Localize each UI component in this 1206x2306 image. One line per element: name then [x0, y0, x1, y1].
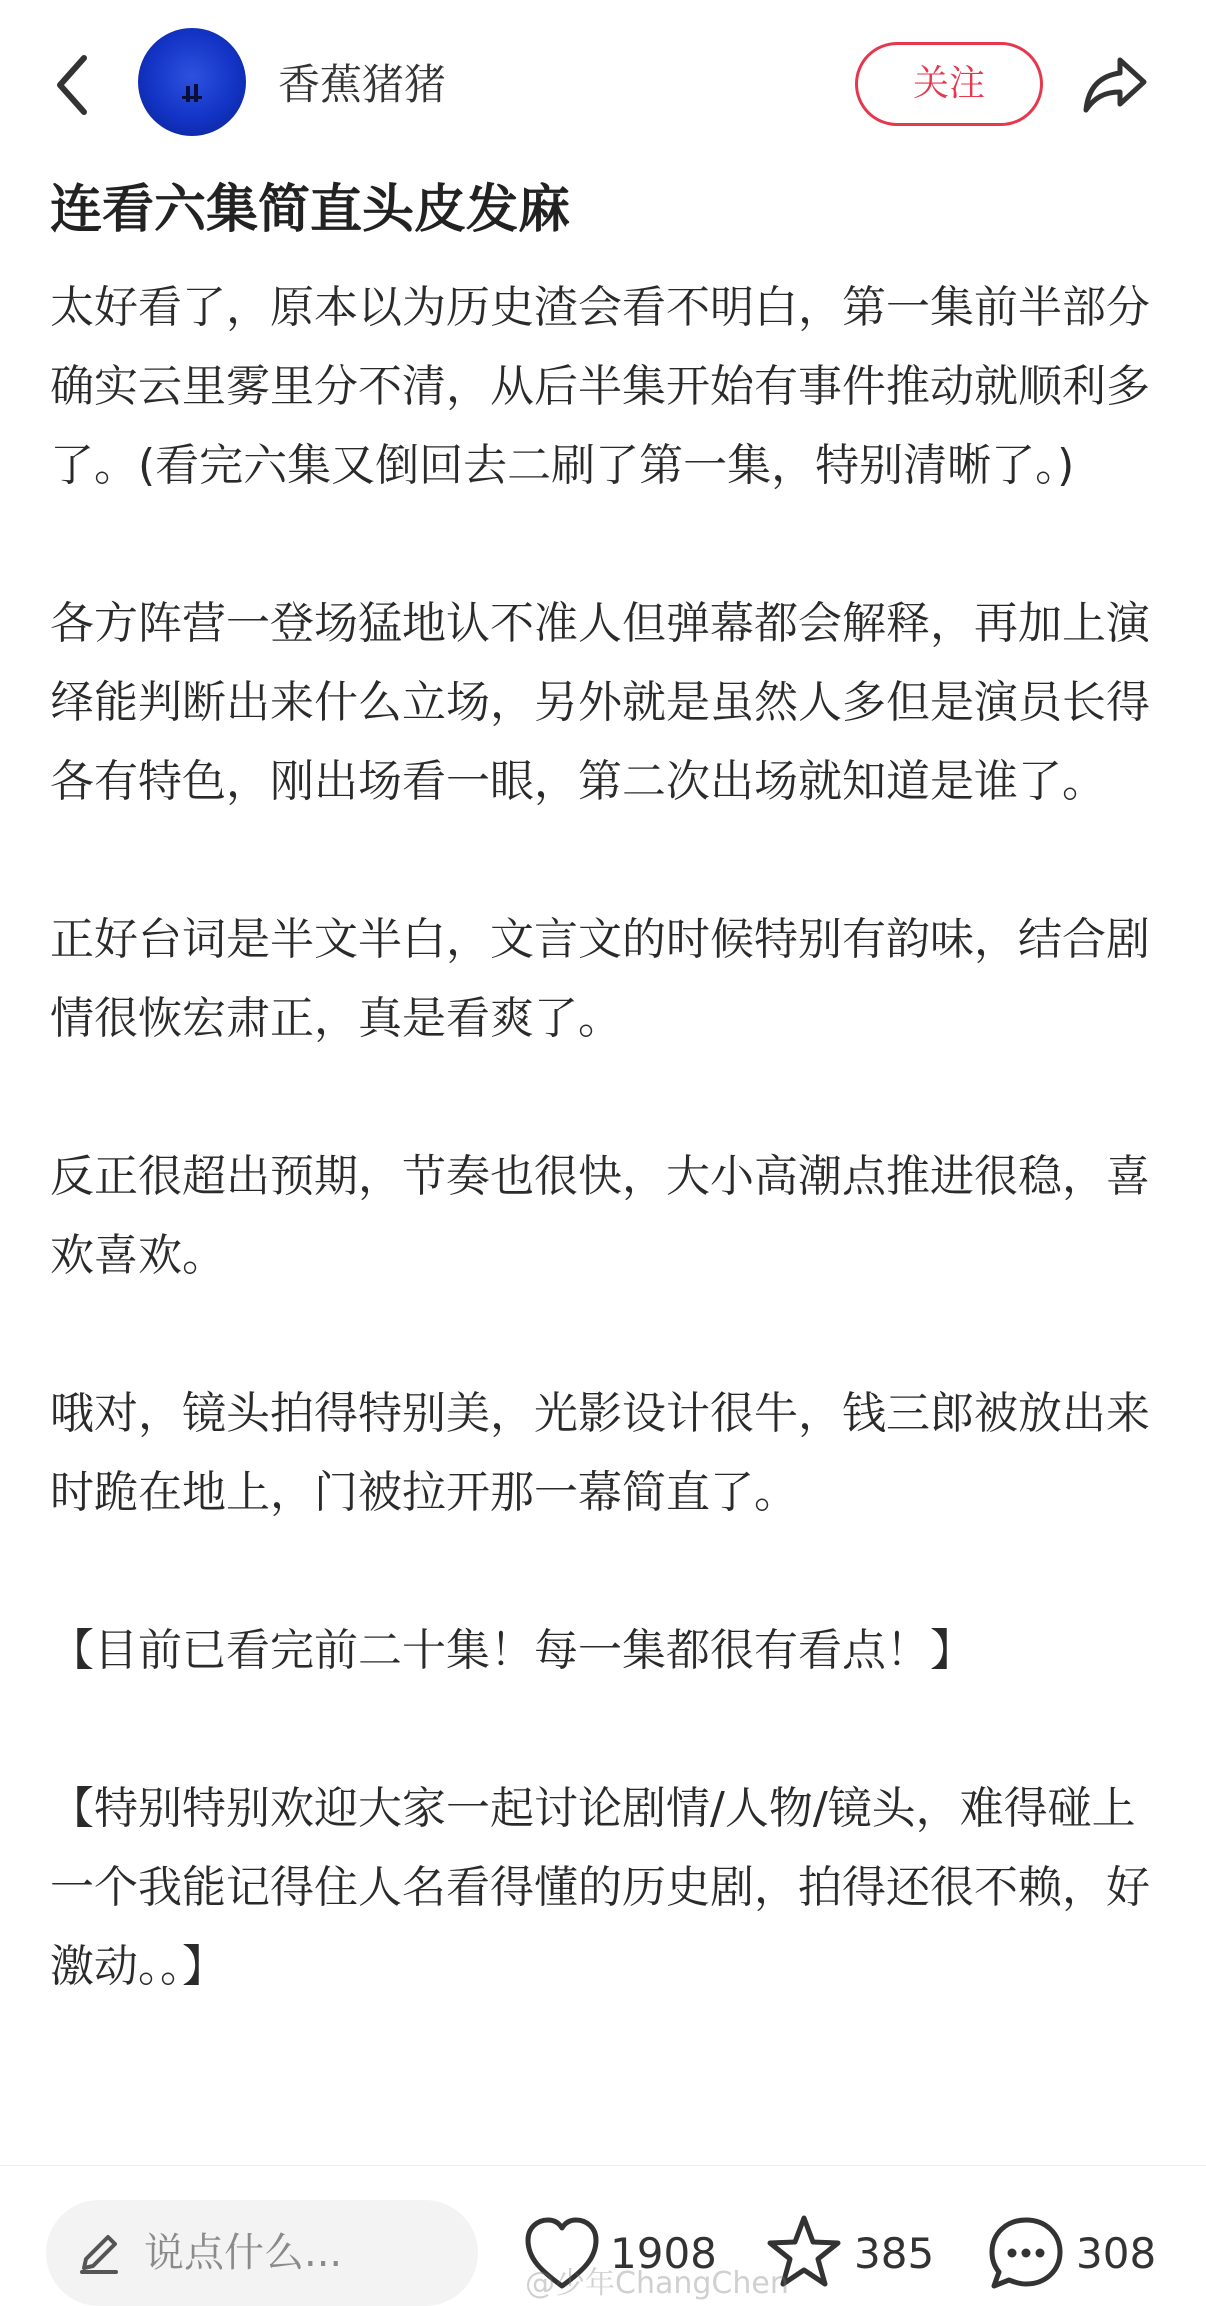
comment-input[interactable] — [46, 2200, 478, 2306]
post-paragraph: 各方阵营一登场猛地认不准人但弹幕都会解释，再加上演绎能判断出来什么立场，另外就是虽然人多但是演员长得各有特色，刚出场看一眼，第二次出场就知道是谁了。 — [50, 598, 1150, 807]
post-paragraph: 反正很超出预期，节奏也很快，大小高潮点推进很稳，喜欢喜欢。 — [50, 1151, 1150, 1281]
share-icon[interactable] — [1080, 48, 1152, 120]
avatar[interactable] — [138, 28, 246, 136]
comment-button[interactable] — [986, 2210, 1176, 2300]
comment-placeholder: 说点什么... — [144, 2230, 343, 2276]
post-paragraph: 正好台词是半文半白，文言文的时候特别有韵味，结合剧情很恢宏肃正，真是看爽了。 — [50, 914, 1150, 1044]
post-paragraph: 【目前已看完前二十集！每一集都很有看点！】 — [50, 1625, 974, 1676]
comment-bubble-icon — [986, 2210, 1066, 2298]
post-paragraph: 哦对，镜头拍得特别美，光影设计很牛，钱三郎被放出来时跪在地上，门被拉开那一幕简直了。 — [50, 1388, 1150, 1518]
watermark: @少年ChangChen — [525, 2266, 789, 2301]
top-bar — [0, 0, 1206, 170]
post-paragraph: 太好看了，原本以为历史渣会看不明白，第一集前半部分确实云里雾里分不清，从后半集开始有事件推动就顺利多了。(看完六集又倒回去二刷了第一集，特别清晰了。) — [50, 282, 1150, 491]
comment-count: 308 — [1076, 2229, 1157, 2278]
like-count: 1908 — [610, 2229, 717, 2278]
follow-button[interactable]: 关注 — [855, 42, 1043, 126]
author-name[interactable]: 香蕉猪猪 — [278, 60, 447, 109]
post-body — [50, 268, 1160, 2085]
post-paragraph: 【特别特别欢迎大家一起讨论剧情/人物/镜头，难得碰上一个我能记得住人名看得懂的历史剧，拍得还很不赖，好激动。。】 — [50, 1783, 1150, 1992]
post-title: 连看六集简直头皮发麻 — [50, 180, 571, 240]
back-arrow-icon[interactable] — [48, 50, 98, 120]
pencil-icon — [76, 2230, 122, 2276]
favorite-count: 385 — [854, 2229, 935, 2278]
favorite-button[interactable] — [764, 2210, 934, 2300]
